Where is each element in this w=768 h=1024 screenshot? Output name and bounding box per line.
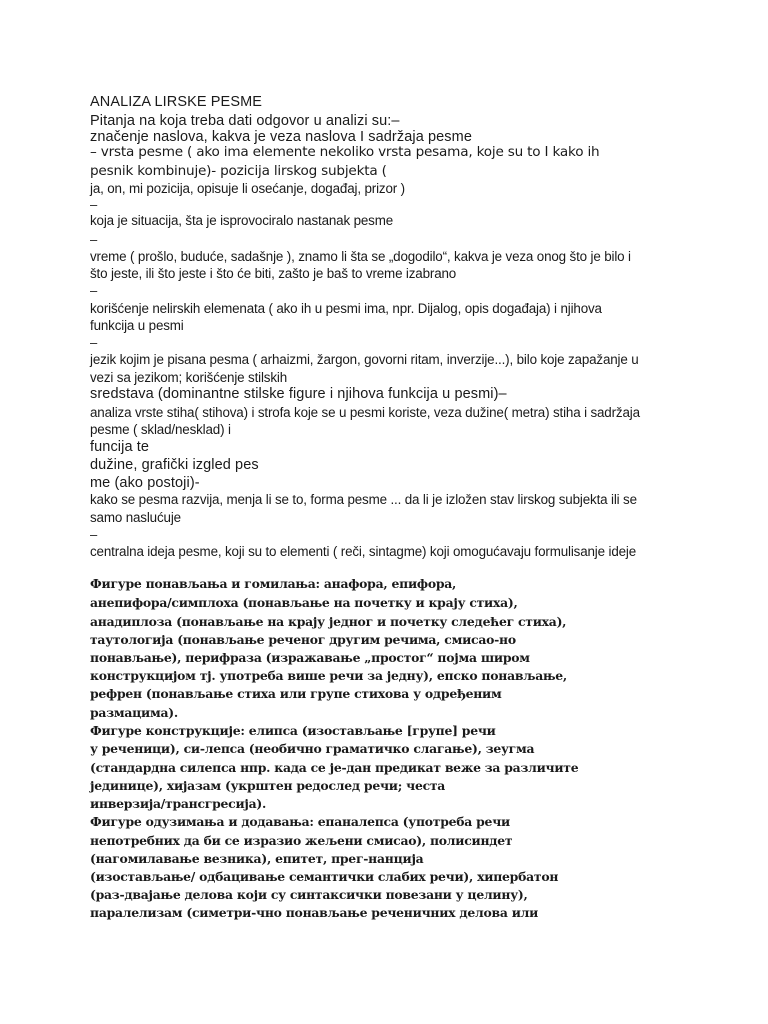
cyrillic-line: (нагомилавање везника), епитет, прег-нанција bbox=[90, 851, 424, 866]
cyrillic-line: Фигуре одузимања и додавања: епаналепса (употреба речи bbox=[90, 814, 510, 829]
dash-separator: – bbox=[90, 335, 98, 350]
text-line: vreme ( prošlo, buduće, sadašnje ), znamo li šta se „dogodilo“, kakva je veza onog što je bilo i bbox=[90, 249, 631, 264]
cyrillic-line: конструкцијом тј. употреба више речи за једну), епско понављање, bbox=[90, 668, 567, 683]
text-line: što jeste, ili što jeste i što će biti, zašto je baš to vreme izabrano bbox=[90, 266, 457, 281]
text-line: funkcija u pesmi bbox=[90, 318, 184, 333]
cyrillic-line: непотребних да би се изразио жељени смисао), полисиндет bbox=[90, 833, 513, 848]
text-line: vezi sa jezikom; korišćenje stilskih bbox=[90, 370, 288, 385]
cyrillic-line: у реченици), си-лепса (необично граматичко слагање), зеугма bbox=[90, 741, 535, 756]
text-line: jezik kojim je pisana pesma ( arhaizmi, žargon, govorni ritam, inverzije...), bilo koje zapažanje u bbox=[90, 352, 639, 367]
cyrillic-line: Фигуре понављања и гомилања: анафора, епифора, bbox=[90, 576, 457, 591]
text-line: centralna ideja pesme, koji su to elementi ( reči, sintagme) koji omogućavaju formulisanje ideje bbox=[90, 544, 637, 559]
cyrillic-line: рефрен (понављање стиха или групе стихова у одређеним bbox=[90, 686, 502, 701]
text-line: me (ako postoji)- bbox=[90, 475, 200, 491]
dash-separator: – bbox=[90, 197, 98, 212]
cyrillic-line: понављање), перифраза (изражавање „простог“ појма широм bbox=[90, 650, 530, 665]
cyrillic-line: Фигуре конструкције: елипса (изостављање [групе] речи bbox=[90, 723, 496, 738]
text-line: – vrsta pesme ( ako ima elemente nekoliko vrsta pesama, koje su to I kako ih bbox=[90, 144, 600, 160]
text-line: koja je situacija, šta je isprovociralo nastanak pesme bbox=[90, 213, 394, 228]
text-line: dužine, grafički izgled pes bbox=[90, 457, 259, 473]
text-line: samo naslućuje bbox=[90, 510, 181, 525]
cyrillic-line: (изостављање/ одбацивање семантички слабих речи), хипербатон bbox=[90, 869, 559, 884]
cyrillic-line: (стандардна силепса нпр. када се је-дан предикат веже за различите bbox=[90, 760, 579, 775]
cyrillic-line: (раз-двајање делова који су синтаксички повезани у целину), bbox=[90, 887, 528, 902]
dash-separator: – bbox=[90, 232, 98, 247]
cyrillic-line: анадиплоза (понављање на крају једног и почетку следећег стиха), bbox=[90, 614, 567, 629]
text-line: funcija te bbox=[90, 439, 150, 455]
text-line: pesnik kombinuje)- pozicija lirskog subjekta ( bbox=[90, 163, 387, 179]
cyrillic-line: размацима). bbox=[90, 705, 178, 720]
text-line: pesme ( sklad/nesklad) i bbox=[90, 422, 231, 437]
text-line: značenje naslova, kakva je veza naslova I sadržaja pesme bbox=[90, 129, 473, 145]
text-line: sredstava (dominantne stilske figure i njihova funkcija u pesmi)– bbox=[90, 386, 507, 402]
document-title: ANALIZA LIRSKE PESME bbox=[90, 94, 263, 110]
cyrillic-line: јединице), хијазам (укрштен редослед речи; честа bbox=[90, 778, 446, 793]
text-line: ja, on, mi pozicija, opisuje li osećanje, događaj, prizor ) bbox=[90, 181, 405, 196]
text-line: kako se pesma razvija, menja li se to, forma pesme ... da li je izložen stav lirskog subjekta ili se bbox=[90, 492, 637, 507]
text-line: korišćenje nelirskih elemenata ( ako ih u pesmi ima, npr. Dijalog, opis događaja) i njihova bbox=[90, 301, 602, 316]
dash-separator: – bbox=[90, 283, 98, 298]
dash-separator: – bbox=[90, 527, 98, 542]
text-line: analiza vrste stiha( stihova) i strofa koje se u pesmi koriste, veza dužine( metra) stiha i sadržaja bbox=[90, 405, 640, 420]
text-line: Pitanja na koja treba dati odgovor u analizi su:– bbox=[90, 113, 400, 129]
cyrillic-line: анепифора/симплоха (понављање на почетку и крају стиха), bbox=[90, 595, 518, 610]
cyrillic-line: паралелизам (симетри-чно понављање реченичних делова или bbox=[90, 905, 539, 920]
cyrillic-line: таутологија (понављање реченог другим речима, смисао-но bbox=[90, 632, 516, 647]
cyrillic-line: инверзија/трансгресија). bbox=[90, 796, 267, 811]
